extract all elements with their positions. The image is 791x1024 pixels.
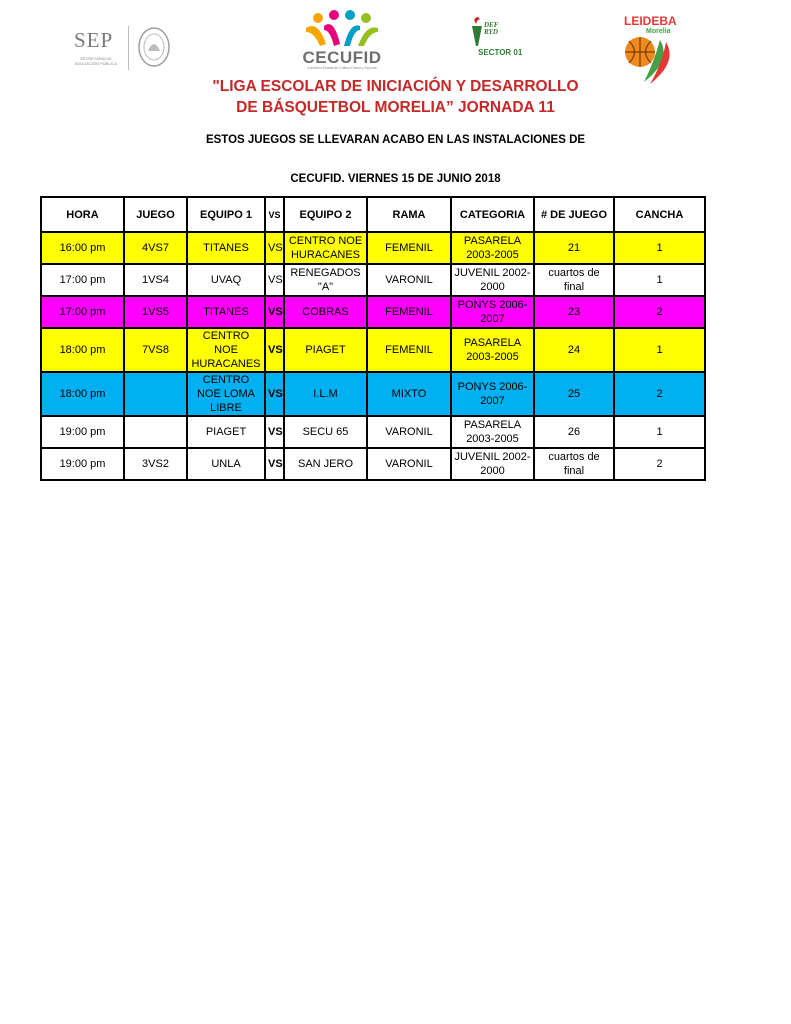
cell-juego: 3VS2	[124, 448, 187, 480]
leideba-logo-subtext: Morelia	[646, 28, 671, 35]
cell-num-juego: 23	[534, 296, 614, 328]
cell-categoria: PONYS 2006-2007	[451, 296, 534, 328]
cell-juego: 4VS7	[124, 232, 187, 264]
cell-vs: VS	[265, 448, 284, 480]
title-line-2: DE BÁSQUETBOL MORELIA” JORNADA 11	[236, 99, 555, 116]
table-row	[41, 448, 705, 480]
cell-num-juego: 24	[534, 328, 614, 372]
cell-num-juego: cuartos de final	[534, 264, 614, 296]
cell-rama: VARONIL	[367, 416, 451, 448]
cell-num-juego: 25	[534, 372, 614, 416]
cell-equipo2: COBRAS	[284, 296, 367, 328]
cell-equipo2: RENEGADOS "A"	[284, 264, 367, 296]
cell-equipo2: PIAGET	[284, 328, 367, 372]
defryd-logo-text: DEF RYD	[484, 21, 499, 36]
table-row	[41, 232, 705, 264]
cell-hora: 17:00 pm	[41, 296, 124, 328]
cell-juego: 1VS5	[124, 296, 187, 328]
cell-num-juego: cuartos de final	[534, 448, 614, 480]
column-header-categoria: CATEGORIA	[451, 197, 534, 232]
cell-rama: VARONIL	[367, 264, 451, 296]
column-header-hora: HORA	[41, 197, 124, 232]
column-header-rama: RAMA	[367, 197, 451, 232]
cell-cancha: 1	[614, 264, 705, 296]
cell-vs: VS	[265, 372, 284, 416]
sep-logo	[56, 24, 176, 74]
cell-cancha: 2	[614, 372, 705, 416]
cecufid-logo-subtext: Comisión Estatal de Cultura Física y Deporte	[307, 66, 377, 70]
column-header-equipo1: EQUIPO 1	[187, 197, 265, 232]
cell-rama: MIXTO	[367, 372, 451, 416]
cell-vs: VS	[265, 328, 284, 372]
cell-categoria: JUVENIL 2002-2000	[451, 264, 534, 296]
cell-num-juego: 26	[534, 416, 614, 448]
cecufid-logo	[284, 10, 400, 74]
cell-vs: VS	[265, 232, 284, 264]
cell-cancha: 2	[614, 296, 705, 328]
subtitle-line-2: CECUFID. VIERNES 15 DE JUNIO 2018	[290, 173, 501, 185]
cell-equipo1: PIAGET	[187, 416, 265, 448]
sep-logo-subtext: SECRETARÍA DE EDUCACIÓN PÚBLICA	[74, 56, 118, 66]
cell-equipo2: SECU 65	[284, 416, 367, 448]
cell-cancha: 1	[614, 416, 705, 448]
cell-equipo1: UVAQ	[187, 264, 265, 296]
cell-hora: 18:00 pm	[41, 372, 124, 416]
cell-equipo1: UNLA	[187, 448, 265, 480]
cell-juego: 1VS4	[124, 264, 187, 296]
cell-rama: FEMENIL	[367, 232, 451, 264]
cell-rama: VARONIL	[367, 448, 451, 480]
cell-categoria: PASARELA 2003-2005	[451, 232, 534, 264]
table-row	[41, 296, 705, 328]
defryd-sector-text: SECTOR 01	[478, 48, 523, 57]
table-row	[41, 372, 705, 416]
cell-hora: 19:00 pm	[41, 416, 124, 448]
cell-juego	[124, 416, 187, 448]
cell-categoria: PONYS 2006-2007	[451, 372, 534, 416]
cell-juego	[124, 372, 187, 416]
sep-logo-divider	[128, 26, 129, 70]
cell-juego: 7VS8	[124, 328, 187, 372]
cell-equipo1: CENTRO NOE HURACANES	[187, 328, 265, 372]
subtitle-line-1: ESTOS JUEGOS SE LLEVARAN ACABO EN LAS INSTALACIONES DE	[205, 134, 586, 146]
column-header-num-juego: # DE JUEGO	[534, 197, 614, 232]
column-header-cancha: CANCHA	[614, 197, 705, 232]
cell-equipo2: CENTRO NOE HURACANES	[284, 232, 367, 264]
column-header-equipo2: EQUIPO 2	[284, 197, 367, 232]
column-header-vs: VS	[265, 197, 284, 232]
table-row	[41, 416, 705, 448]
cell-vs: VS	[265, 296, 284, 328]
cell-equipo2: SAN JERO	[284, 448, 367, 480]
sep-logo-text: SEP	[74, 28, 114, 52]
cell-equipo2: I.L.M	[284, 372, 367, 416]
table-row	[41, 328, 705, 372]
cell-vs: VS	[265, 416, 284, 448]
cell-rama: FEMENIL	[367, 296, 451, 328]
cell-equipo1: TITANES	[187, 296, 265, 328]
title-line-1: "LIGA ESCOLAR DE INICIACIÓN Y DESARROLLO	[212, 78, 579, 95]
cell-cancha: 2	[614, 448, 705, 480]
cell-categoria: PASARELA 2003-2005	[451, 328, 534, 372]
cell-vs: VS	[265, 264, 284, 296]
cell-cancha: 1	[614, 232, 705, 264]
cell-equipo1: TITANES	[187, 232, 265, 264]
cell-hora: 17:00 pm	[41, 264, 124, 296]
column-header-juego: JUEGO	[124, 197, 187, 232]
cell-categoria: JUVENIL 2002-2000	[451, 448, 534, 480]
leideba-logo	[620, 14, 684, 86]
cell-rama: FEMENIL	[367, 328, 451, 372]
cecufid-logo-text: CECUFID	[302, 48, 382, 67]
cell-hora: 18:00 pm	[41, 328, 124, 372]
defryd-logo	[464, 14, 524, 60]
cell-hora: 16:00 pm	[41, 232, 124, 264]
table-header-row	[41, 197, 705, 232]
leideba-logo-text: LEIDEBA	[624, 14, 677, 28]
cell-hora: 19:00 pm	[41, 448, 124, 480]
mexico-seal-icon	[136, 25, 172, 69]
schedule-table	[40, 196, 706, 481]
cell-cancha: 1	[614, 328, 705, 372]
cell-categoria: PASARELA 2003-2005	[451, 416, 534, 448]
cell-num-juego: 21	[534, 232, 614, 264]
cell-equipo1: CENTRO NOE LOMA LIBRE	[187, 372, 265, 416]
table-row	[41, 264, 705, 296]
cecufid-figures-icon	[284, 10, 400, 50]
